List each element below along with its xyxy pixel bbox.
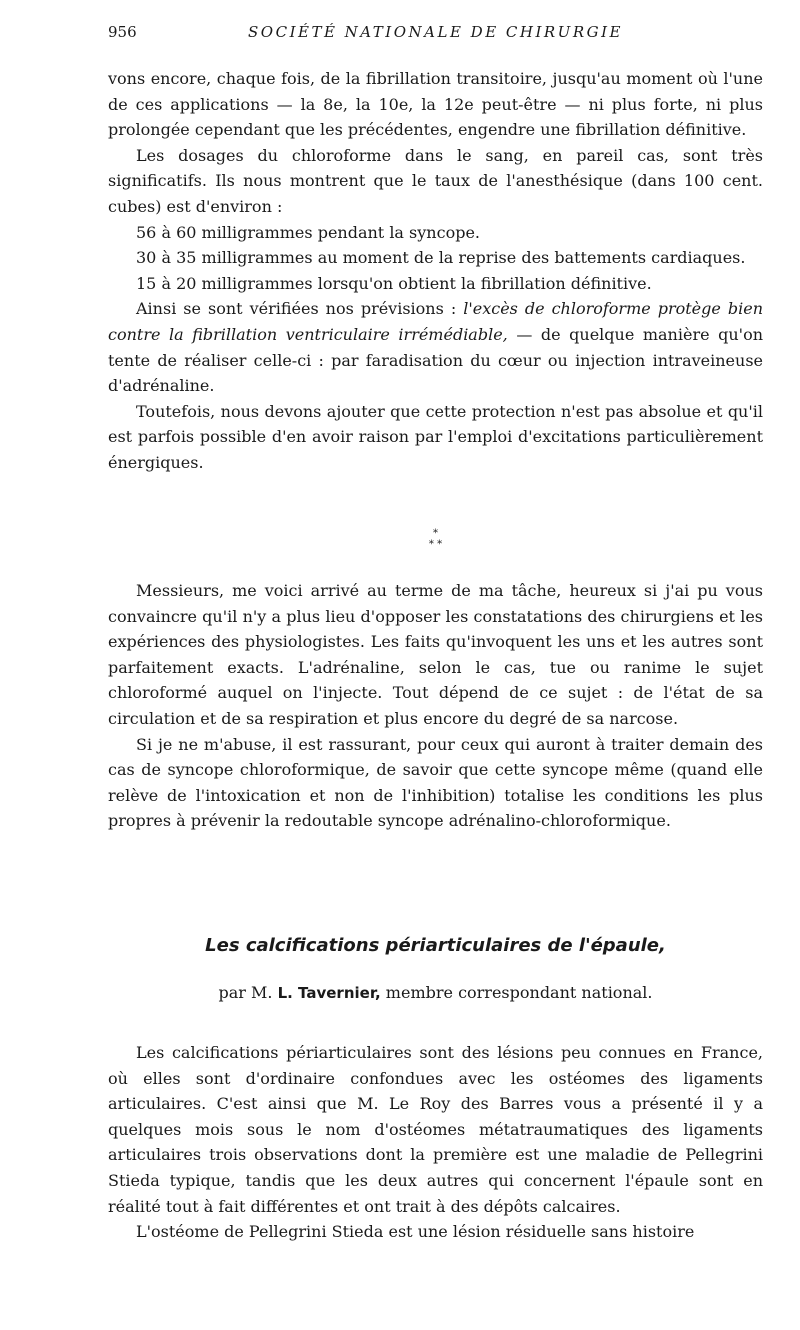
paragraph: Les calcifications périarticulaires sont des lésions peu connues en France, où elles sont d'ordinaire confondues avec les ostéomes des ligaments articulaires. C'est ainsi que M. Le Roy des Barres vous a présenté il y a quelques mois sous le nom d'ostéomes métatraumatiques des ligaments articulaires trois observations dont la première est une maladie de Pellegrini Stieda typique, tandis que les deux autres qui concernent l'épaule sont en réalité tout à fait différentes et ont trait à des dépôts calcaires. xyxy=(108,1043,763,1216)
byline-suffix: membre correspondant national. xyxy=(380,983,653,1002)
paragraph-tail: — de quelque manière qu'on tente de réaliser celle-ci : par faradisation du cœur ou injection intraveineuse d'adrénaline. xyxy=(108,324,763,396)
section-chloroform xyxy=(108,66,763,476)
paragraph: Messieurs, me voici arrivé au terme de ma tâche, heureux si j'ai pu vous convaincre qu'il n'y a plus lieu d'opposer les constatations des chirurgiens et les expériences des physiologistes. Les faits qu'invoquent les uns et les autres sont parfaitement exacts. L'adrénaline, selon le cas, tue ou ranime le sujet chloroformé auquel on l'injecte. Tout dépend de ce sujet : de l'état de sa circulation et de sa respiration et plus encore du degré de sa narcose. xyxy=(108,581,763,728)
paragraph: 56 à 60 milligrammes pendant la syncope. xyxy=(136,222,480,242)
asterism-separator xyxy=(108,528,763,556)
asterism-top: * xyxy=(433,528,438,539)
paragraph: vons encore, chaque fois, de la fibrillation transitoire, jusqu'au moment où l'une de ces applications — la 8e, la 10e, la 12e peut-être — ni plus forte, ni plus prolongée cependant que les précédentes, engendre une fibrillation définitive. xyxy=(108,69,763,140)
paragraph-lead: Ainsi se sont vérifiées nos prévisions : xyxy=(136,299,464,319)
byline-prefix: par M. xyxy=(218,983,278,1002)
paragraph: L'ostéome de Pellegrini Stieda est une lésion résiduelle sans histoire xyxy=(136,1222,695,1242)
paragraph xyxy=(108,296,763,398)
article-title: Les calcifications périarticulaires de l'épaule, xyxy=(205,935,666,956)
page-number: 956 xyxy=(108,23,137,41)
paragraph: 15 à 20 milligrammes lorsqu'on obtient la fibrillation définitive. xyxy=(136,273,652,293)
emphasis-text: l'excès de chloroforme protège bien contre la fibrillation ventriculaire irrémédiable, xyxy=(108,299,763,344)
section-calcifications xyxy=(108,1040,763,1245)
asterism-bottom: * * xyxy=(428,539,443,550)
author-name: L. Tavernier, xyxy=(277,984,381,1002)
paragraph: 30 à 35 milligrammes au moment de la reprise des battements cardiaques. xyxy=(136,248,746,268)
section-conclusion xyxy=(108,578,763,834)
journal-title: SOCIÉTÉ NATIONALE DE CHIRURGIE xyxy=(248,23,623,41)
paragraph: Les dosages du chloroforme dans le sang, en pareil cas, sont très significatifs. Ils nous montrent que le taux de l'anesthésique (dans 100 cent. cubes) est d'environ : xyxy=(108,145,763,216)
running-head xyxy=(108,20,763,44)
paragraph: Toutefois, nous devons ajouter que cette protection n'est pas absolue et qu'il est parfois possible d'en avoir raison par l'emploi d'excitations particulièrement énergiques. xyxy=(108,401,763,472)
paragraph: Si je ne m'abuse, il est rassurant, pour ceux qui auront à traiter demain des cas de syncope chloroformique, de savoir que cette syncope même (quand elle relève de l'intoxication et non de l'inhibition) totalise les conditions les plus propres à prévenir la redoutable syncope adrénalino-chloroformique. xyxy=(108,734,763,831)
article-byline xyxy=(108,980,763,1006)
